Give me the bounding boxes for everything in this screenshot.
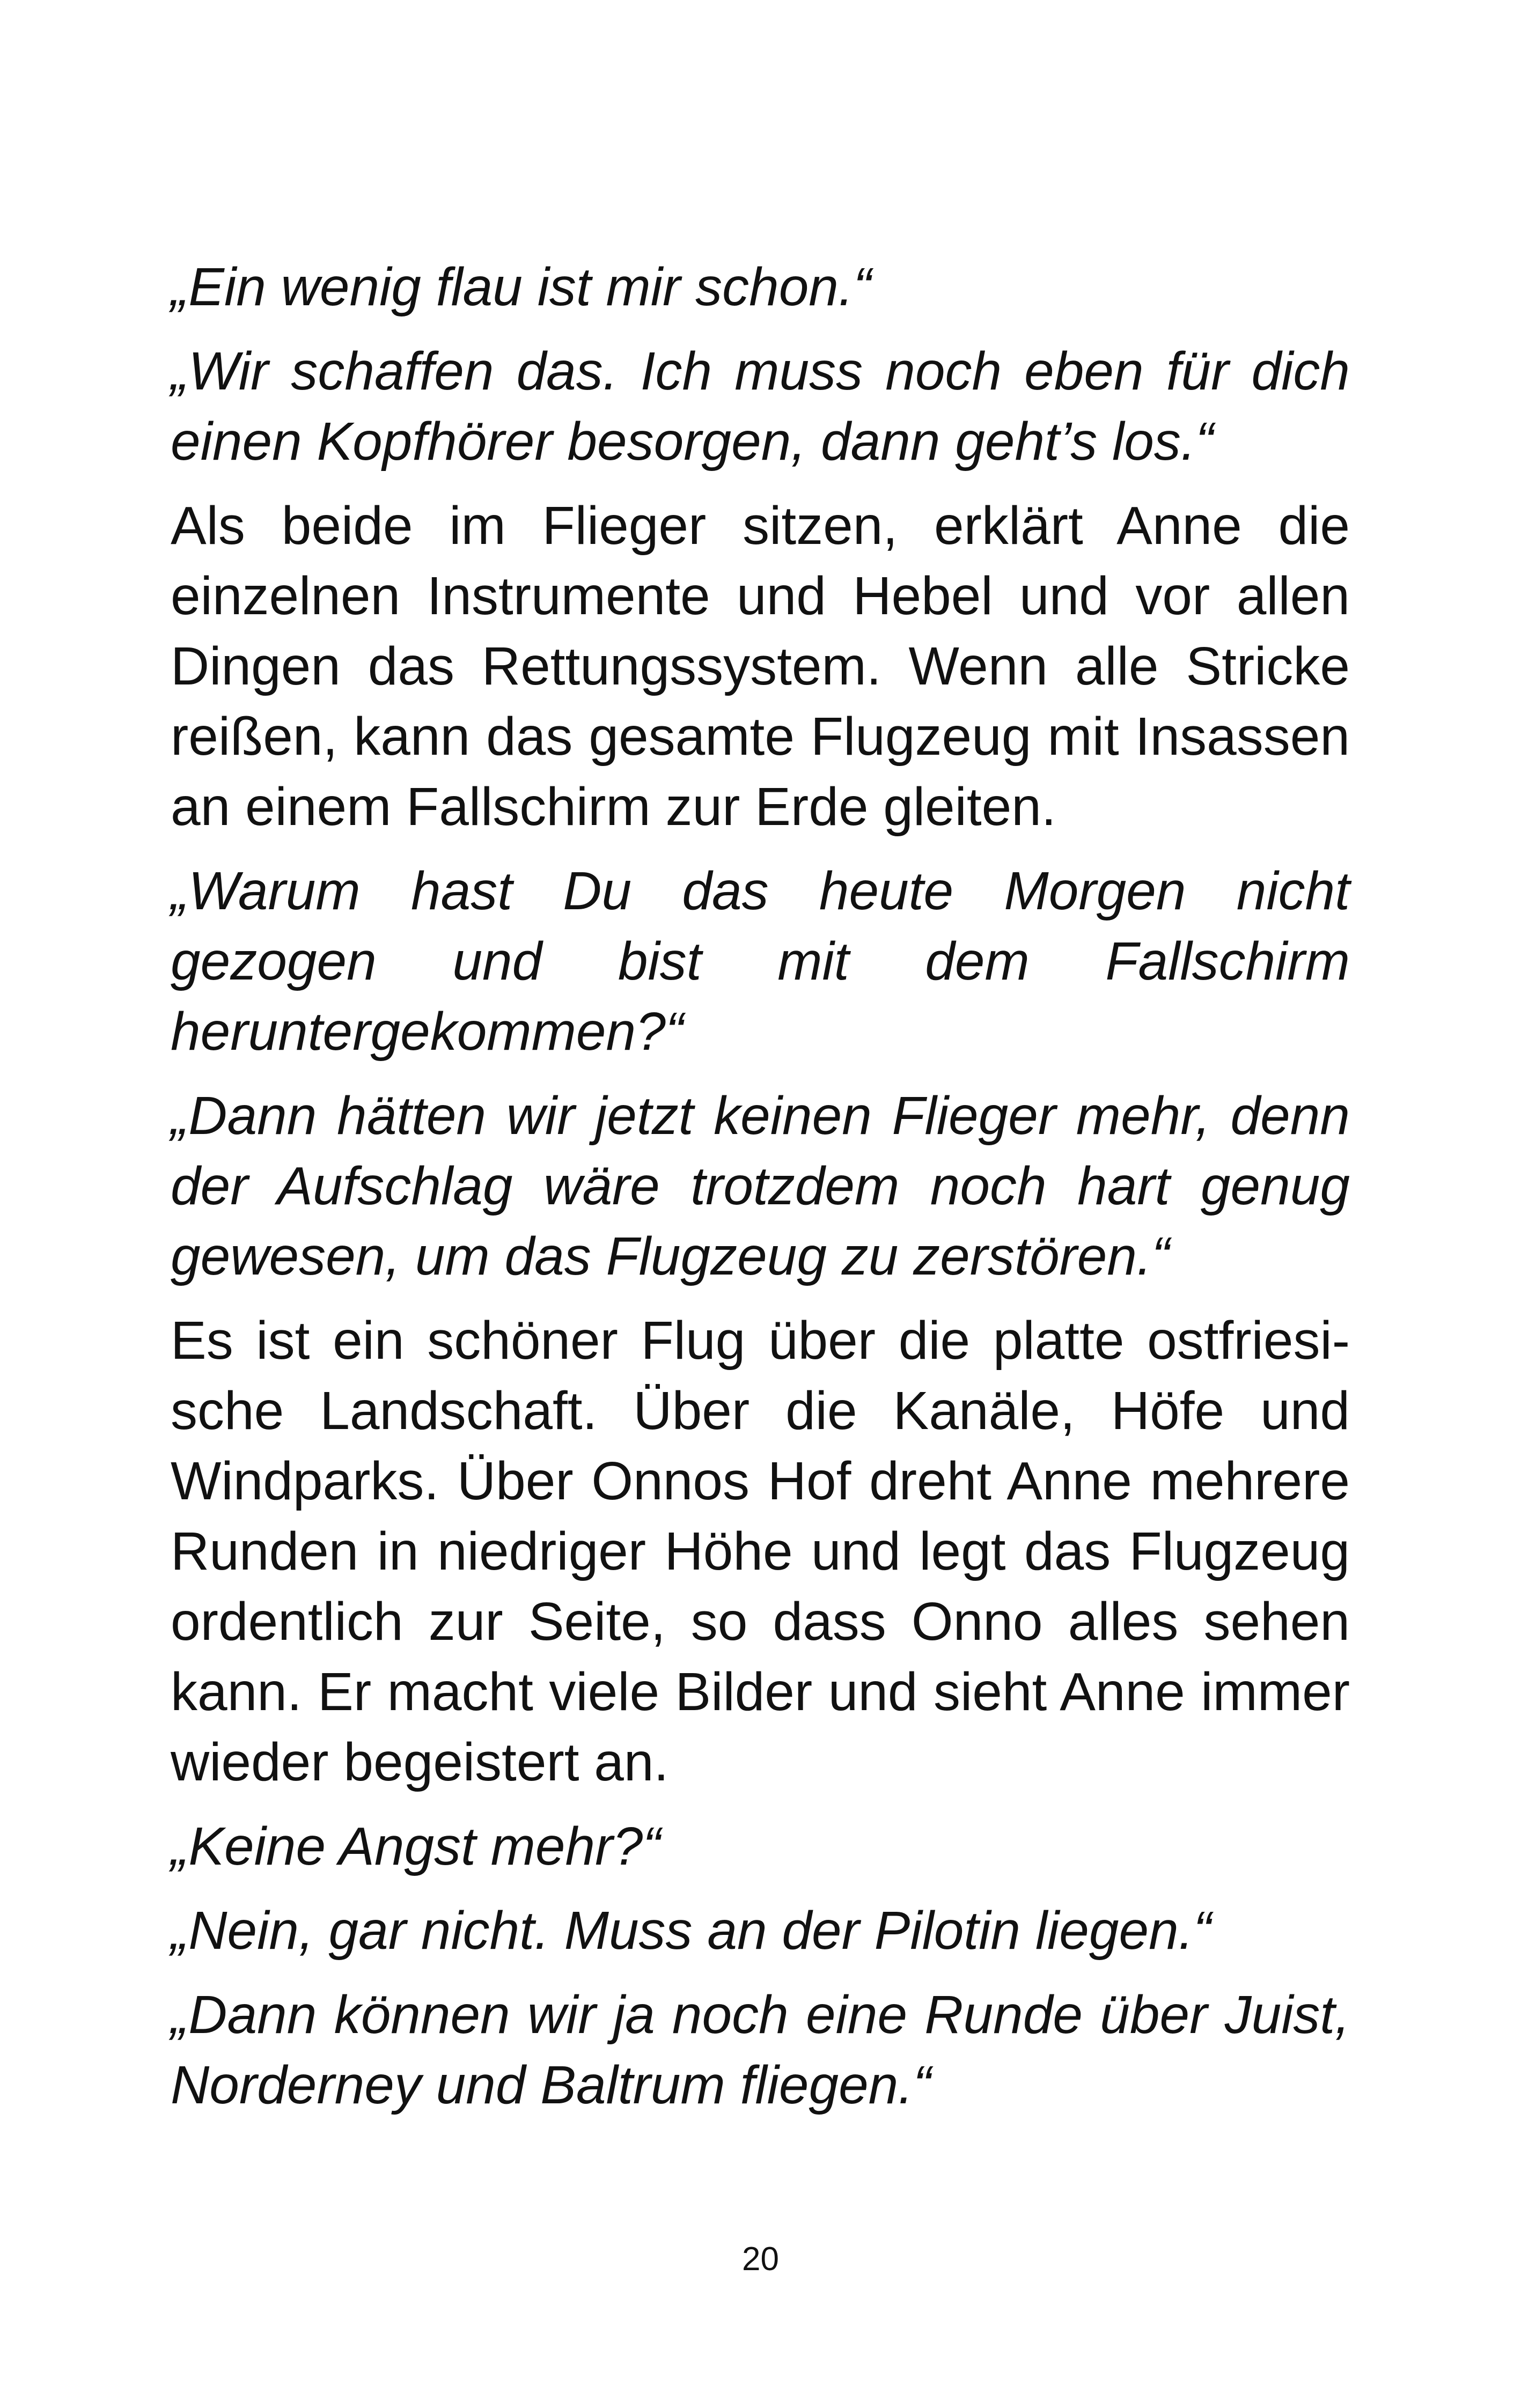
paragraph-1: „Ein wenig flau ist mir schon.“ xyxy=(171,257,872,317)
page-number: 20 xyxy=(742,2241,779,2278)
paragraph-8: „Nein, gar nicht. Muss an der Pilotin liegen.“ xyxy=(171,1901,1211,1961)
paragraph-9: „Dann können wir ja noch eine Runde über Juist, Norderney und Baltrum fliegen.“ xyxy=(171,1985,1350,2115)
paragraph-6: Es ist ein schöner Flug über die platte ostfriesische Landschaft. Über die Kanäle, Höfe und Windparks. Über Onnos Hof dreht Anne mehrere Runden in niedriger Höhe und legt das Flugzeug ordentlich zur Seite, so dass Onno alles sehen kann. Er macht viele Bilder und sieht Anne immer wieder begeistert an. xyxy=(171,1310,1350,1792)
body-text xyxy=(171,252,1350,2134)
paragraph-5: „Dann hätten wir jetzt keinen Flieger mehr, denn der Aufschlag wäre trotzdem noch hart genug gewesen, um das Flugzeug zu zerstören.“ xyxy=(171,1086,1350,1286)
paragraph-7: „Keine Angst mehr?“ xyxy=(171,1816,661,1876)
paragraph-4: „Warum hast Du das heute Morgen nicht gezogen und bist mit dem Fallschirm heruntergekommen?“ xyxy=(171,861,1350,1062)
paragraph-3: Als beide im Flieger sitzen, erklärt Anne die einzelnen Instrumente und Hebel und vor allen Dingen das Rettungssystem. Wenn alle Stricke reißen, kann das gesamte Flugzeug mit Insassen an einem Fallschirm zur Erde gleiten. xyxy=(171,496,1350,837)
paragraph-2: „Wir schaffen das. Ich muss noch eben für dich einen Kopfhörer besorgen, dann geht’s los.“ xyxy=(171,341,1350,472)
